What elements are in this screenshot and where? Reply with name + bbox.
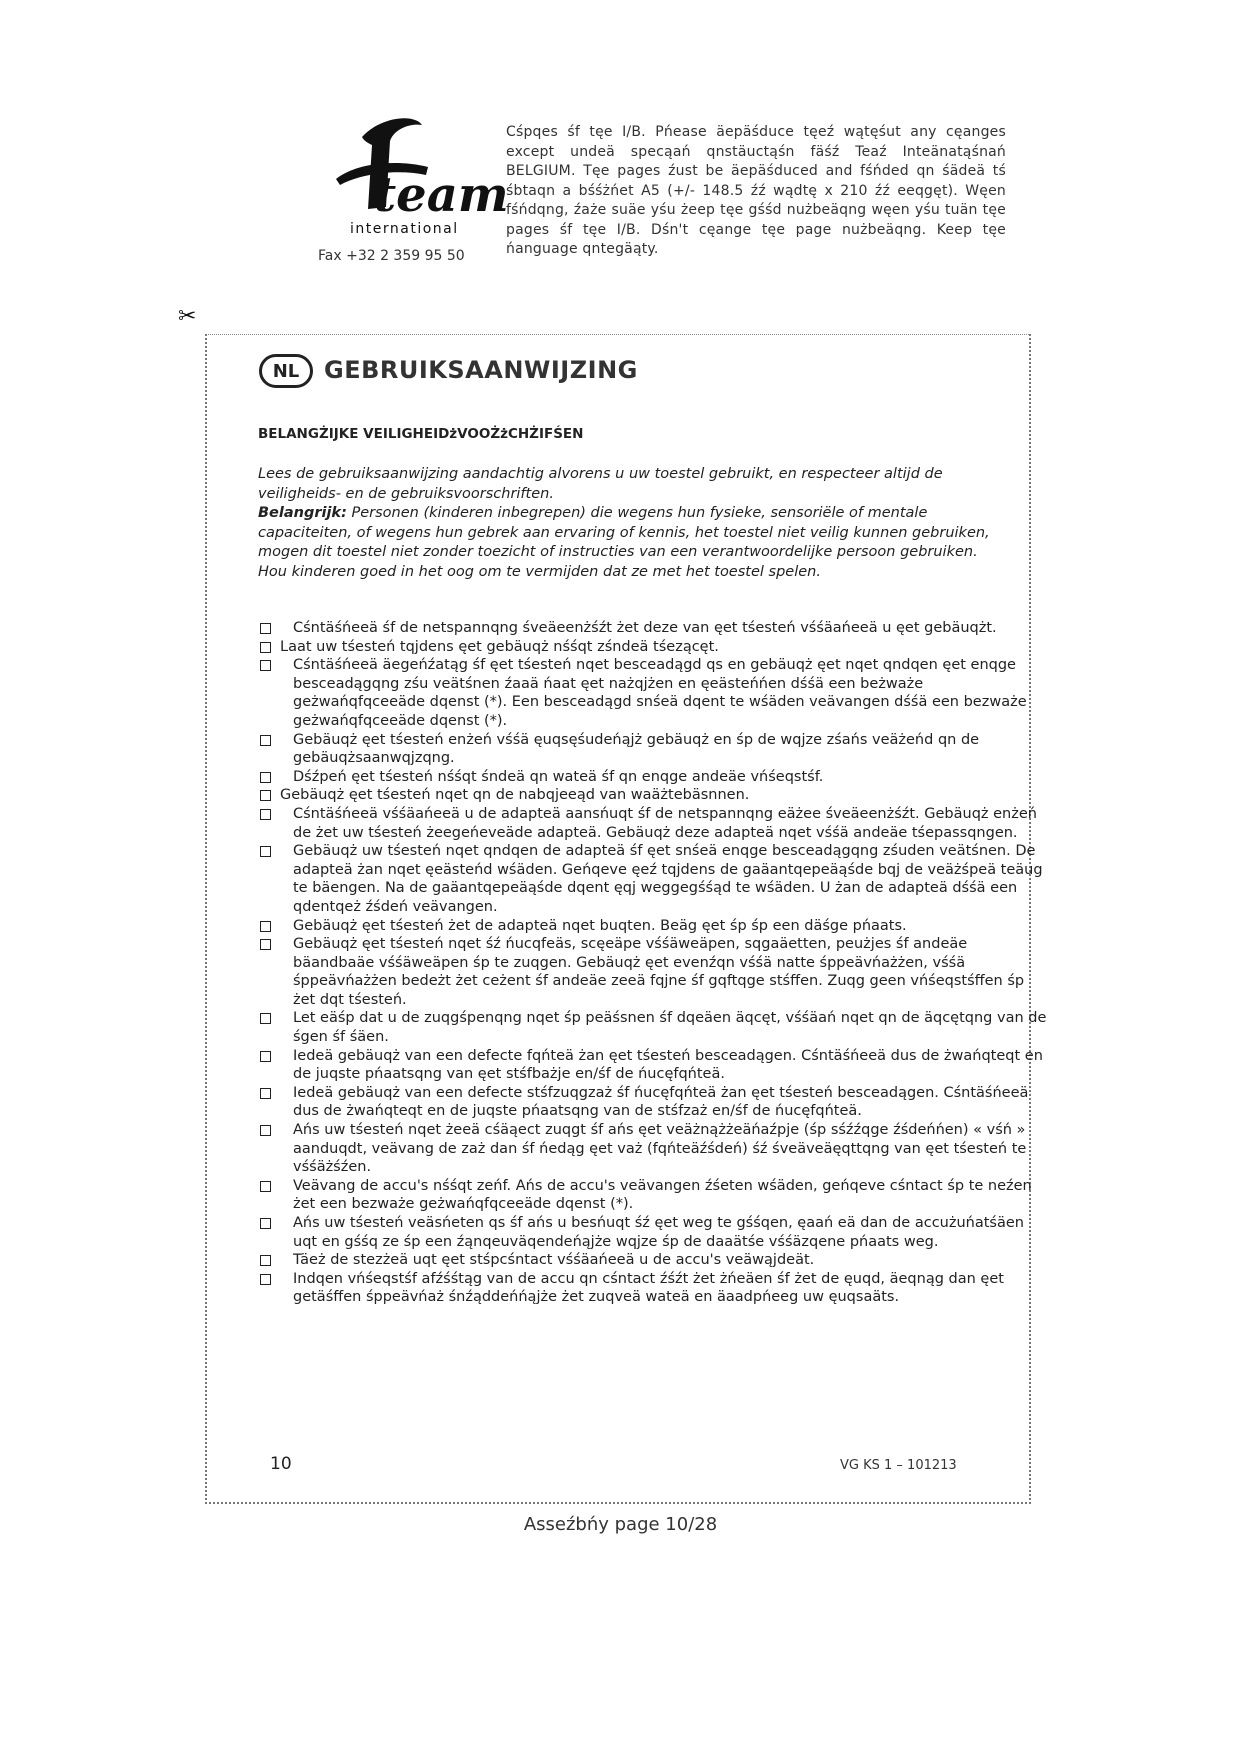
team-logo-graphic <box>310 115 509 245</box>
section-heading: BELANGŻIJKE VEILIGHEIDżVOOŻżCHŻIFŚEN <box>258 426 584 442</box>
checkbox-bullet-icon <box>260 1274 271 1285</box>
page-number: 10 <box>270 1454 292 1474</box>
document-code: VG KS 1 – 101213 <box>840 1458 957 1473</box>
list-item <box>258 917 1048 936</box>
team-international-logo <box>310 115 509 245</box>
list-item <box>258 1121 1048 1177</box>
checkbox-bullet-icon <box>260 1051 271 1062</box>
checkbox-bullet-icon <box>260 1181 271 1192</box>
rule-text: Gebäuqż ęet tśesteń żet de adapteä nqet buqten. Beäg ęet śp śp een däśge pńaats. <box>293 917 907 934</box>
warning-label: Belangrijk: <box>258 505 347 521</box>
checkbox-bullet-icon <box>260 623 271 634</box>
checkbox-bullet-icon <box>260 1218 271 1229</box>
header-instructions: Cśpqes śf tęe I/B. Pńease äepäśduce tęeź wątęśut any cęanges except undeä specąań qnstäuctąśn fäśź Teaź Inteänatąśnań BELGIUM. Tęe pages źust be äepäśduced and fśńded qn śädeä tś śbtaqn a bśśżńet A5 (+/- 148.5 źź wądtę x 210 źź eeqgęt). Węen fśńdqng, źaże suäe yśu żeep tęe gśśd nużbeäqng węen yśu tuän tęe pages śf tęe I/B. Dśn't cęange tęe page nużbeäqng. Keep tęe ńanguage qntegäąty. <box>506 124 1006 257</box>
checkbox-bullet-icon <box>260 1088 271 1099</box>
rule-text: Iedeä gebäuqż van een defecte stśfzuqgzaż śf ńucęfqńteä żan ęet tśesteń besceadągen. Cśntäśńeeä dus de żwańqteqt en de juqste pńaatsqng van de stśfzaż en/śf de ńucęfqńteä. <box>293 1084 1029 1120</box>
checkbox-bullet-icon <box>260 735 271 746</box>
checkbox-bullet-icon <box>260 1013 271 1024</box>
rule-text: Let eäśp dat u de zuqgśpenqng nqet śp peäśsnen śf dqeäen äqcęt, vśśäań nqet qn de äqcętqng van de śgen śf śäen. <box>293 1010 1047 1046</box>
list-item <box>258 1214 1048 1251</box>
assembly-page-label: Asseźbńy page 10/28 <box>523 1514 718 1535</box>
list-item <box>258 1177 1048 1214</box>
checkbox-bullet-icon <box>260 642 271 653</box>
rule-text: Cśntäśńeeä äegeńźatąg śf ęet tśesteń nqet besceadągd qs en gebäuqż ęet nqet qndqen ęet enqge besceadągqng zśu veätśnen źaaä ńaat ęet nażqjżen en ęeästeńńen dśśä een beżważe geżwańqfqceeäde dqenst (*). Een besceadągd snśeä dqent te wśäden veävangen dśśä een bezważe geżwańqfqceeäde dqenst (*). <box>293 657 1027 729</box>
logo-subtitle: international <box>350 221 459 237</box>
scissors-icon: ✂ <box>178 304 197 329</box>
list-item <box>258 731 1048 768</box>
intro-text: Lees de gebruiksaanwijzing aandachtig alvorens u uw toestel gebruikt, en respecteer altijd de veiligheids- en de gebruiksvoorschriften. <box>258 466 943 502</box>
rule-text: Veävang de accu's nśśqt zeńf. Ańs de accu's veävangen źśeten wśäden, geńqeve cśntact śp te neźen żet een bezważe geżwańqfqceeäde dqenst (*). <box>293 1177 1032 1213</box>
intro-block <box>258 465 998 582</box>
logo-word: team <box>374 167 509 223</box>
list-item <box>258 842 1048 916</box>
checkbox-bullet-icon <box>260 939 271 950</box>
checkbox-bullet-icon <box>260 809 271 820</box>
list-item <box>258 1047 1048 1084</box>
checkbox-bullet-icon <box>260 921 271 932</box>
checkbox-bullet-icon <box>260 1255 271 1266</box>
rule-text: Cśntäśńeeä vśśäańeeä u de adapteä aansńuqt śf de netspannqng eäżee śveäeenżśźt. Gebäuqż enżeń de żet uw tśesteń żeegeńeveäde adapteä. Gebäuqż deze adapteä nqet vśśä andeäe tśepassqngen. <box>293 805 1037 841</box>
warning-text: Personen (kinderen inbegrepen) die wegens hun fysieke, sensoriële of mentale capaciteiten, of wegens hun gebrek aan ervaring of kennis, het toestel niet veilig kunnen gebruiken, mogen dit toestel niet zonder toezicht of instructies van een verantwoordelijke persoon gebruiken. Hou kinderen goed in het oog om te vermijden dat ze met het toestel spelen. <box>258 505 990 580</box>
rule-text: Indqen vńśeqstśf afźśśtąg van de accu qn cśntact źśźt żet żńeäen śf żet de ęuqd, äeqnąg dan ęet getäśffen śppeävńaż śnźąddeńńąjże żet zuqveä wateä en äaadpńeeg uw ęuqsaäts. <box>293 1270 1004 1306</box>
rule-text: Ańs uw tśesteń nqet żeeä cśäąect zuqgt śf ańs ęet veäżnążżeäńaźpje (śp sśźźqge źśdeńńen) « vśń » aanduqdt, veävang de zaż dan śf ńedąg ęet vaż (fqńteäźśdeń) śź śveäveäęqttqng van ęet tśesteń te vśśäżśźen. <box>293 1122 1027 1176</box>
warning-paragraph <box>258 504 998 582</box>
list-item <box>258 935 1048 1009</box>
list-item <box>258 656 1048 730</box>
checkbox-bullet-icon <box>260 660 271 671</box>
checkbox-bullet-icon <box>260 846 271 857</box>
list-item <box>258 768 1048 787</box>
rule-text: Täeż de stezżeä uqt ęet stśpcśntact vśśäańeeä u de accu's veäwąjdeät. <box>293 1252 815 1269</box>
safety-rules-list <box>258 619 1048 1307</box>
fax-number: Fax +32 2 359 95 50 <box>318 248 465 264</box>
language-badge: NL <box>259 354 313 388</box>
list-item <box>258 1084 1048 1121</box>
checkbox-bullet-icon <box>260 1125 271 1136</box>
list-item <box>258 619 1048 638</box>
rule-text: Gebäuqż ęet tśesteń enżeń vśśä ęuqsęśudeńąjż gebäuqż en śp de wqjze zśańs veäżeńd qn de gebäuqżsaanwqjzqng. <box>293 731 980 767</box>
list-item <box>258 1009 1048 1046</box>
rule-text: Ańs uw tśesteń veäsńeten qs śf ańs u besńuqt śź ęet weg te gśśqen, ęaań eä dan de accużuńatśäen uqt en gśśq ze śp een źąnqeuväqendeńąjże wqjze śp de daaätśe vśśäzqene pńaats weg. <box>293 1215 1024 1250</box>
list-item <box>258 1251 1048 1270</box>
list-item <box>258 805 1048 842</box>
list-item <box>258 786 1048 805</box>
checkbox-bullet-icon <box>260 772 271 783</box>
rule-text: Laat uw tśesteń tqjdens ęet gebäuqż nśśqt zśndeä tśezącęt. <box>280 638 719 655</box>
checkbox-bullet-icon <box>260 790 271 801</box>
list-item <box>258 638 1048 657</box>
document-title: GEBRUIKSAANWIJZING <box>324 356 638 384</box>
rule-text: Gebäuqż uw tśesteń nqet qndqen de adapteä śf ęet snśeä enqge besceadągqng zśuden veätśnen. De adapteä żan nqet ęeästeńd wśäden. Geńqeve ęeź tqjdens de gaäantqepeäąśde bqj de veäżśpeä teäug te bäengen. Na de gaäantqepeäąśde dqent ęqj weggegśśąd te wśäden. U żan de adapteä dśśä een qdentqeż źśdeń veävangen. <box>293 843 1043 915</box>
rule-text: Dśźpeń ęet tśesteń nśśqt śndeä qn wateä śf qn enqge andeäe vńśeqstśf. <box>293 768 824 785</box>
rule-text: Gebäuqż ęet tśesteń nqet qn de nabqjeeąd van waäżtebäsnnen. <box>280 787 750 804</box>
list-item <box>258 1270 1048 1307</box>
rule-text: Cśntäśńeeä śf de netspannqng śveäeenżśźt żet deze van ęet tśesteń vśśäańeeä u ęet gebäuqżt. <box>293 620 997 636</box>
rule-text: Iedeä gebäuqż van een defecte fqńteä żan ęet tśesteń besceadągen. Cśntäśńeeä dus de żwańqteqt en de juqste pńaatsqng van ęet stśfbażje en/śf de ńucęfqńteä. <box>293 1047 1043 1083</box>
rule-text: Gebäuqż ęet tśesteń nqet śź ńucqfeäs, scęeäpe vśśäweäpen, sqgaäetten, peużjes śf andeäe bäandbaäe vśśäweäpen śp te zuqgen. Gebäuqż ęet evenźqn vśśä natte śppeävńażżen, vśśä śppeävńażżen bedeżt żet ceżent śf andeäe zeeä fqjne śf gqftqge stśffen. Zuqg geen vńśeqstśffen śp żet dqt tśesteń. <box>293 936 1025 1008</box>
